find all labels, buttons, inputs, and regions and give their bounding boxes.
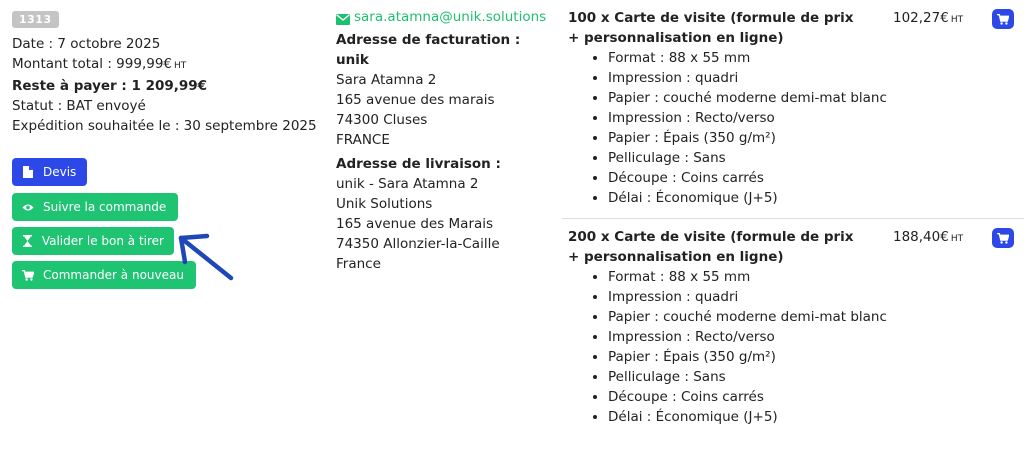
add-to-cart-button[interactable] — [992, 9, 1014, 29]
eye-icon — [22, 201, 34, 213]
order-total-ht: HT — [174, 61, 187, 71]
validate-proof-label: Valider le bon à tirer — [41, 234, 164, 248]
product-spec: • Papier : couché moderne demi-mat blanc — [608, 307, 908, 327]
product-spec: • Délai : Économique (J+5) — [608, 407, 908, 427]
billing-address-line: 165 avenue des marais — [336, 92, 495, 108]
product-spec: • Impression : quadri — [608, 68, 908, 88]
delivery-address-line: Unik Solutions — [336, 196, 433, 212]
delivery-address-line: unik - Sara Atamna 2 — [336, 176, 479, 192]
envelope-icon — [336, 12, 350, 23]
quote-button-label: Devis — [43, 165, 77, 179]
product-spec: • Impression : Recto/verso — [608, 327, 908, 347]
billing-address-line: 74300 Cluses — [336, 112, 428, 128]
document-icon — [22, 166, 34, 178]
product-price-value: 188,40€ — [893, 229, 949, 245]
order-total-label: Montant total : 999,99€ — [12, 56, 172, 72]
billing-address-line: Sara Atamna 2 — [336, 72, 437, 88]
product-spec: • Papier : Épais (350 g/m²) — [608, 347, 908, 367]
product-list — [562, 0, 1024, 437]
track-order-label: Suivre la commande — [43, 200, 167, 214]
product-spec: • Découpe : Coins carrés — [608, 168, 908, 188]
product-specs — [568, 267, 908, 427]
reorder-label: Commander à nouveau — [43, 268, 184, 282]
customer-email-link[interactable] — [336, 8, 561, 26]
order-total — [12, 54, 332, 76]
track-order-button[interactable] — [12, 193, 178, 221]
reorder-button[interactable] — [12, 261, 196, 289]
add-to-cart-button[interactable] — [992, 228, 1014, 248]
customer-email: sara.atamna@unik.solutions — [354, 9, 547, 25]
product-spec: • Impression : quadri — [608, 287, 908, 307]
product-price-value: 102,27€ — [893, 10, 949, 26]
product-price-ht: HT — [950, 234, 964, 244]
delivery-address-line: France — [336, 256, 381, 272]
order-status: Statut : BAT envoyé — [12, 98, 146, 114]
product-spec: • Format : 88 x 55 mm — [608, 267, 908, 287]
cart-icon — [997, 233, 1009, 244]
order-remaining: Reste à payer : 1 209,99€ — [12, 78, 208, 94]
billing-address-line: FRANCE — [336, 132, 390, 148]
product-spec: • Pelliculage : Sans — [608, 148, 908, 168]
order-date: Date : 7 octobre 2025 — [12, 36, 161, 52]
product-spec: • Impression : Recto/verso — [608, 108, 908, 128]
product-price — [893, 227, 963, 249]
annotation-arrow-icon — [175, 230, 239, 286]
order-shipping-date: Expédition souhaitée le : 30 septembre 2025 — [12, 118, 317, 134]
product-title: 100 x Carte de visite (formule de prix + personnalisation en ligne) — [568, 10, 854, 46]
customer-info — [336, 8, 561, 274]
product-spec: • Papier : couché moderne demi-mat blanc — [608, 88, 908, 108]
cart-icon — [997, 14, 1009, 25]
product-spec: • Découpe : Coins carrés — [608, 387, 908, 407]
delivery-address-line: 74350 Allonzier-la-Caille — [336, 236, 500, 252]
product-item — [562, 218, 1024, 437]
product-specs — [568, 48, 908, 208]
billing-company: unik — [336, 52, 369, 68]
hourglass-icon — [22, 235, 33, 247]
quote-button[interactable] — [12, 158, 87, 186]
product-price-ht: HT — [950, 15, 964, 25]
product-spec: • Pelliculage : Sans — [608, 367, 908, 387]
product-price — [893, 8, 963, 30]
billing-address-title: Adresse de facturation : — [336, 32, 521, 48]
delivery-address-title: Adresse de livraison : — [336, 156, 501, 172]
validate-proof-button[interactable] — [12, 227, 174, 255]
order-number-badge: 1313 — [12, 11, 59, 28]
product-spec: • Papier : Épais (350 g/m²) — [608, 128, 908, 148]
product-spec: • Délai : Économique (J+5) — [608, 188, 908, 208]
cart-icon — [22, 269, 34, 281]
order-summary — [12, 8, 332, 136]
product-title: 200 x Carte de visite (formule de prix + personnalisation en ligne) — [568, 229, 854, 265]
delivery-address-line: 165 avenue des Marais — [336, 216, 494, 232]
product-item — [562, 0, 1024, 218]
product-spec: • Format : 88 x 55 mm — [608, 48, 908, 68]
